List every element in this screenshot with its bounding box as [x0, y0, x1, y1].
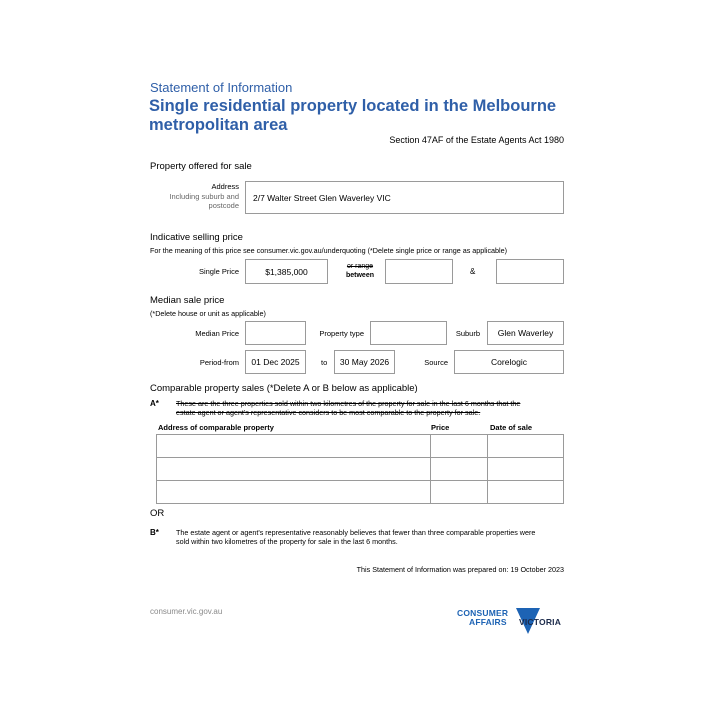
source-label: Source [424, 358, 448, 367]
col-header-address: Address of comparable property [158, 423, 274, 432]
comparable-date-cell[interactable] [488, 458, 564, 481]
option-a-text-line1: These are the three properties sold within two kilometres of the property for sale in the last 6 months that the [176, 399, 521, 408]
period-to-label: to [321, 358, 328, 367]
property-offered-heading: Property offered for sale [150, 161, 252, 172]
table-row [157, 458, 564, 481]
address-field[interactable] [245, 181, 564, 214]
property-type-label: Property type [319, 329, 364, 338]
document-title-line1: Single residential property located in the Melbourne [149, 97, 557, 115]
document-kicker: Statement of Information [150, 80, 293, 95]
suburb-field[interactable] [487, 321, 564, 345]
indicative-price-note: For the meaning of this price see consumer.vic.gov.au/underquoting (*Delete single price or range as applicable) [150, 246, 508, 255]
prepared-on-text: This Statement of Information was prepared on: 19 October 2023 [356, 565, 564, 574]
address-sublabel-2: postcode [208, 201, 239, 210]
period-to-value: 30 May 2026 [339, 357, 390, 367]
address-label: Address [211, 182, 239, 191]
address-value: 2/7 Walter Street Glen Waverley VIC [253, 192, 391, 203]
period-from-field[interactable] [245, 350, 306, 374]
property-type-field[interactable] [370, 321, 447, 345]
document-title-line2: metropolitan area [149, 116, 288, 134]
comparable-price-cell[interactable] [431, 481, 488, 504]
range-label-1: or range [346, 263, 374, 270]
col-header-price: Price [431, 423, 450, 432]
range-low-field[interactable] [385, 259, 453, 284]
period-from-value: 01 Dec 2025 [251, 357, 300, 367]
comparable-sales-table [156, 434, 564, 504]
median-price-note: (*Delete house or unit as applicable) [150, 309, 266, 318]
comparable-sales-heading: Comparable property sales (*Delete A or B below as applicable) [150, 383, 418, 394]
option-b-text-line2: sold within two kilometres of the property for sale in the last 6 months. [176, 537, 398, 546]
range-high-field[interactable] [496, 259, 564, 284]
suburb-label: Suburb [455, 329, 480, 338]
period-to-field[interactable] [334, 350, 395, 374]
logo-line-affairs: AFFAIRS [469, 617, 507, 627]
consumer-affairs-victoria-logo [455, 604, 567, 640]
comparable-date-cell[interactable] [488, 481, 564, 504]
option-a-marker: A* [150, 399, 159, 408]
source-value: Corelogic [491, 357, 527, 367]
median-price-heading: Median sale price [150, 295, 225, 306]
suburb-value: Glen Waverley [497, 328, 554, 338]
table-row [157, 435, 564, 458]
option-b-marker: B* [150, 528, 159, 537]
single-price-label: Single Price [198, 267, 239, 276]
median-price-field[interactable] [245, 321, 306, 345]
comparable-address-cell[interactable] [157, 458, 431, 481]
comparable-address-cell[interactable] [157, 481, 431, 504]
and-label: & [470, 267, 476, 276]
comparable-date-cell[interactable] [488, 435, 564, 458]
table-row [157, 481, 564, 504]
or-label: OR [150, 508, 165, 519]
footer-website: consumer.vic.gov.au [150, 607, 223, 616]
range-label-2: between [345, 272, 374, 279]
logo-line-consumer: CONSUMER [457, 608, 509, 618]
logo-word-victoria: VICTORIA [519, 617, 562, 627]
option-a-text-line2: estate agent or agent's representative considers to be most comparable to the property for sale. [176, 408, 481, 417]
single-price-value: $1,385,000 [265, 266, 308, 277]
source-field[interactable] [454, 350, 564, 374]
single-price-field[interactable] [245, 259, 328, 284]
period-from-label: Period-from [199, 358, 239, 367]
col-header-date: Date of sale [490, 423, 533, 432]
comparable-address-cell[interactable] [157, 435, 431, 458]
comparable-price-cell[interactable] [431, 435, 488, 458]
median-price-label: Median Price [195, 329, 239, 338]
address-sublabel-1: Including suburb and [169, 192, 239, 201]
section-reference: Section 47AF of the Estate Agents Act 1980 [389, 135, 564, 145]
option-b-text-line1: The estate agent or agent's representative reasonably believes that fewer than three comparable properties were [176, 528, 536, 537]
comparable-price-cell[interactable] [431, 458, 488, 481]
indicative-price-heading: Indicative selling price [150, 232, 243, 243]
